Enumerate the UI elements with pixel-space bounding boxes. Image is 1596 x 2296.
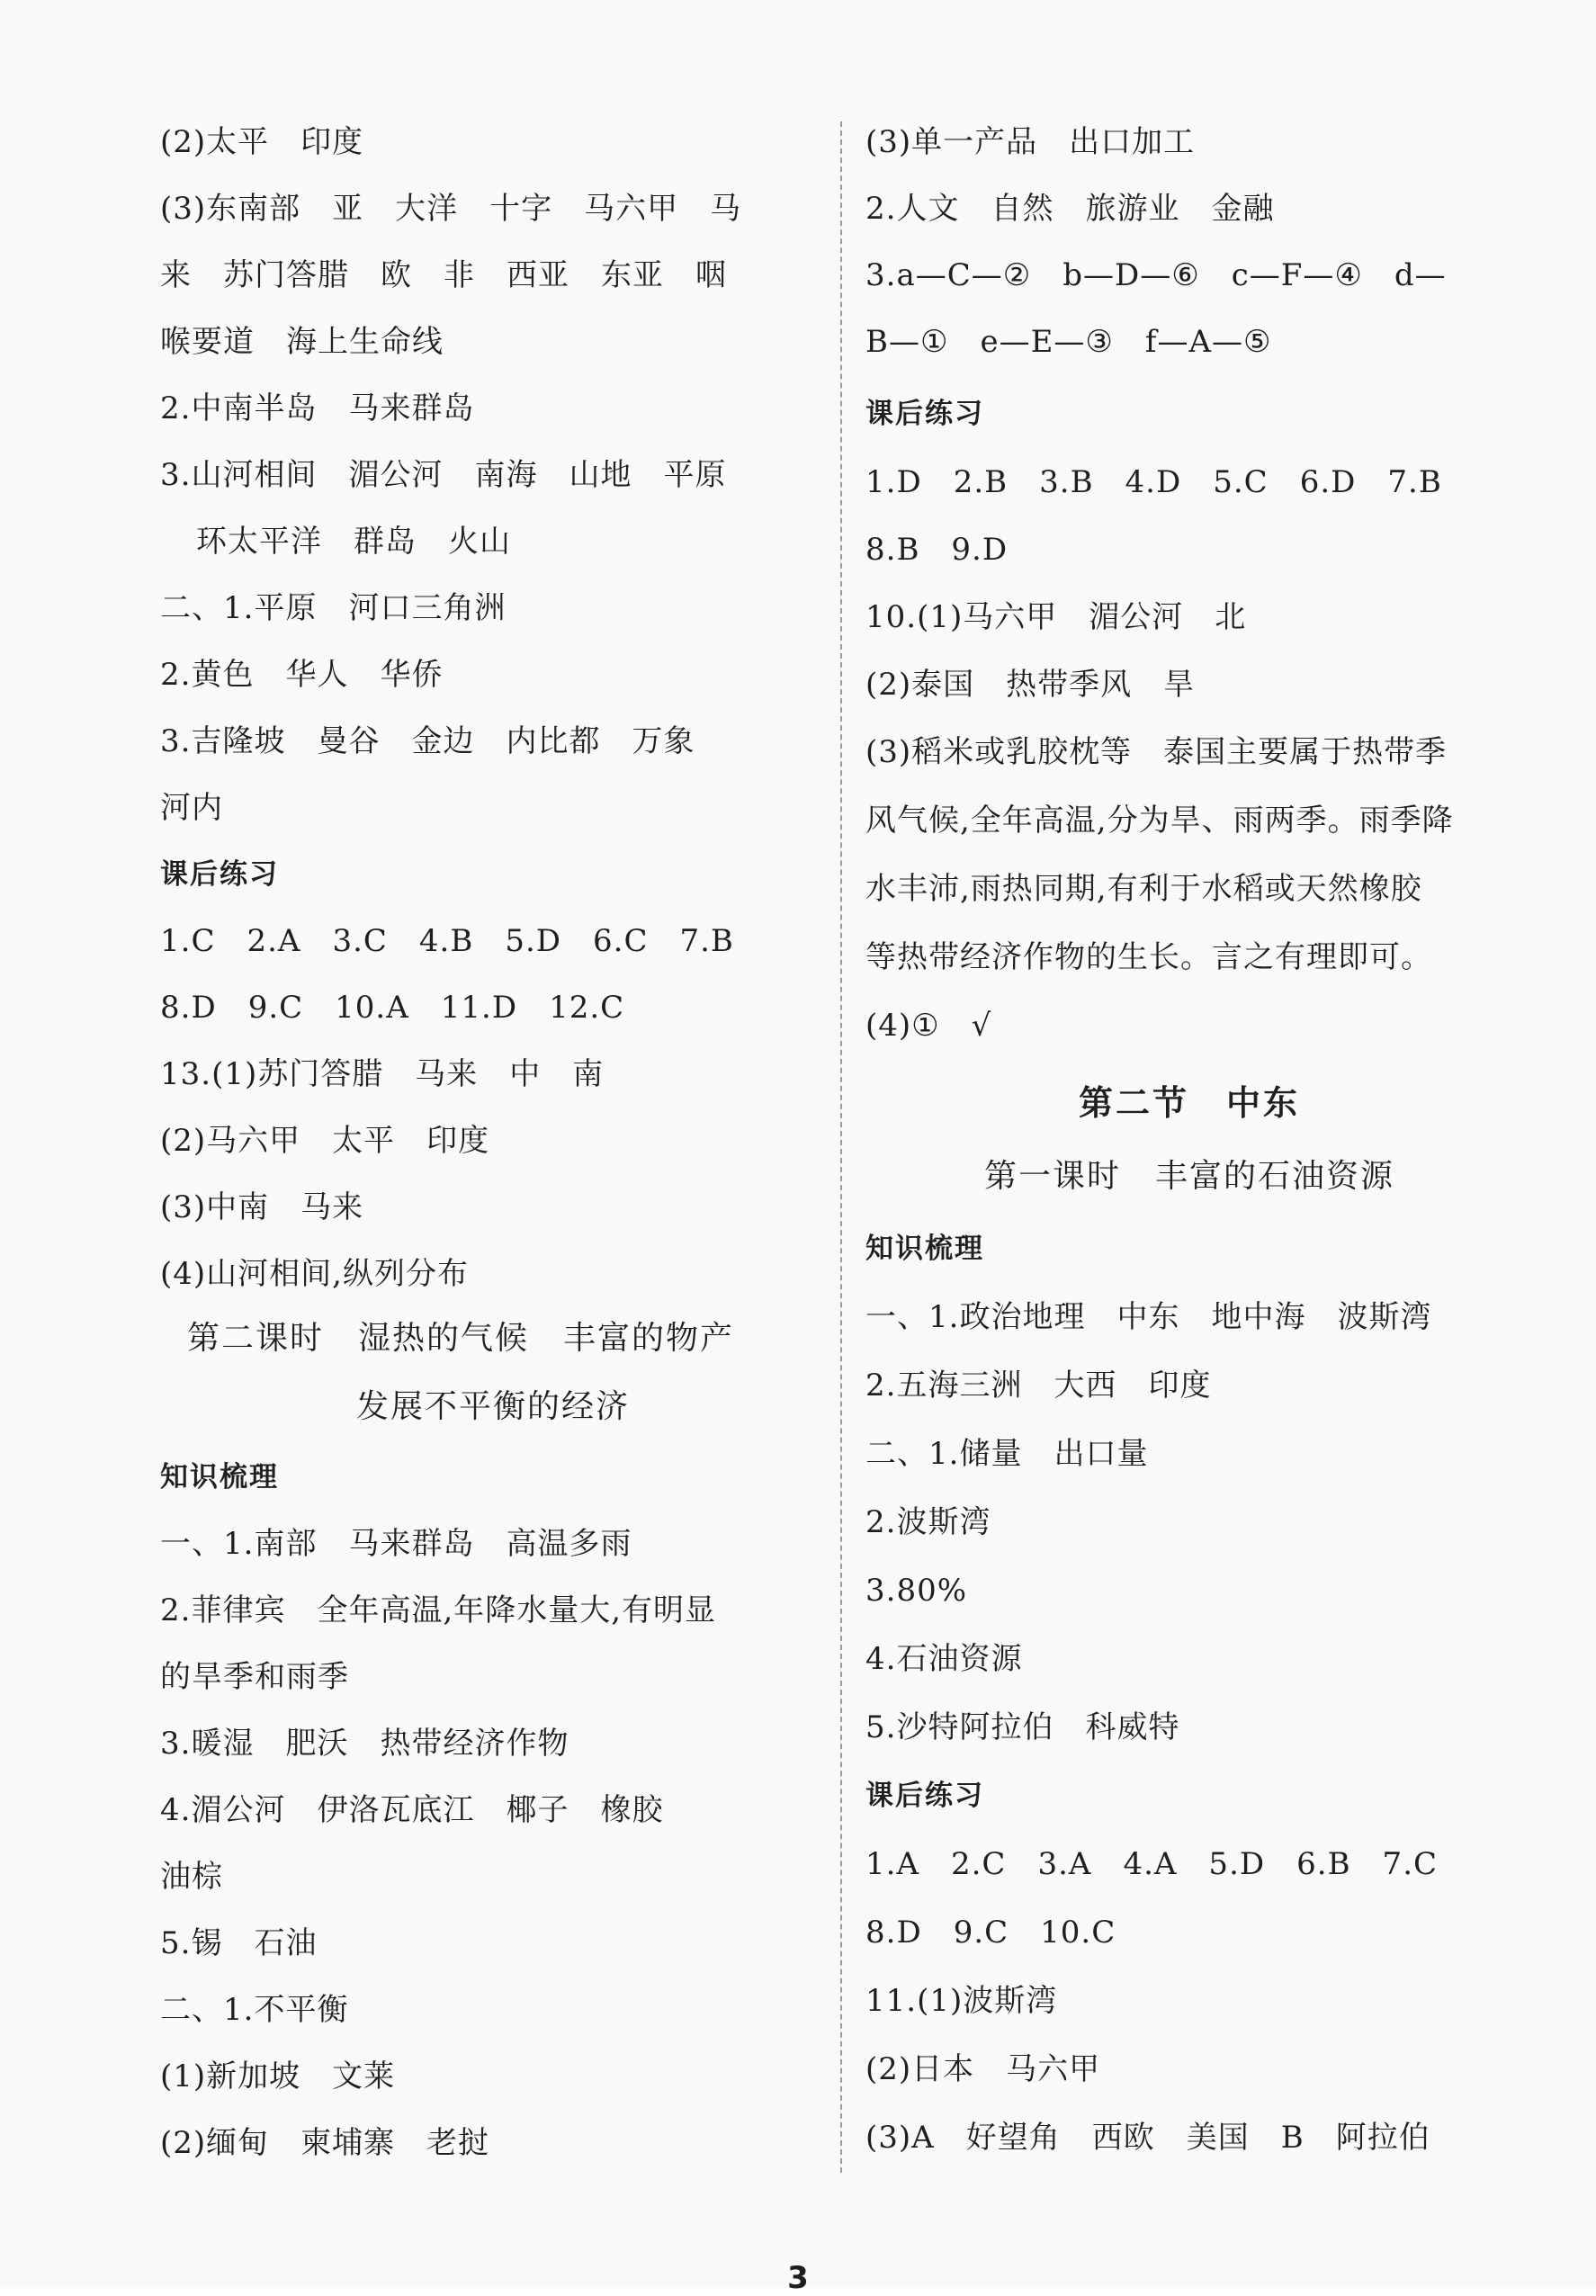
answer-line: 5.锡 石油 [160,1925,318,1961]
answer-line: 水丰沛,雨热同期,有利于水稻或天然橡胶 [865,871,1422,907]
answer-line: 11.(1)波斯湾 [865,1983,1058,2019]
answer-line: 1.D 2.B 3.B 4.D 5.C 6.D 7.B [865,464,1442,500]
section-heading-knowledge: 知识梳理 [160,1461,279,1493]
answer-line: (2)太平 印度 [160,124,364,160]
answer-line: 二、1.平原 河口三角洲 [160,590,507,626]
answer-line: 2.菲律宾 全年高温,年降水量大,有明显 [160,1592,717,1628]
answer-line: 2.波斯湾 [865,1504,991,1540]
chapter-title: 第二节 中东 [1078,1083,1300,1123]
answer-line: 2.人文 自然 旅游业 金融 [865,191,1275,227]
section-heading-practice: 课后练习 [865,1780,984,1812]
answer-line: 2.黄色 华人 华侨 [160,657,444,693]
answer-line: 喉要道 海上生命线 [160,324,444,360]
answer-line: 等热带经济作物的生长。言之有理即可。 [865,939,1432,975]
answer-line: 3.吉隆坡 曼谷 金边 内比都 万象 [160,723,695,759]
answer-line: 1.A 2.C 3.A 4.A 5.D 6.B 7.C [865,1846,1439,1882]
section-heading-practice: 课后练习 [865,398,984,430]
answer-line: (3)中南 马来 [160,1189,364,1225]
answer-line: 3.a—C—② b—D—⑥ c—F—④ d— [865,257,1447,293]
answer-line: (3)东南部 亚 大洋 十字 马六甲 马 [160,191,742,227]
answer-line: (1)新加坡 文莱 [160,2058,396,2094]
lesson-subtitle: 发展不平衡的经济 [355,1388,630,1425]
answer-line: 5.沙特阿拉伯 科威特 [865,1709,1180,1745]
answer-line: 的旱季和雨季 [160,1659,349,1695]
answer-line: 风气候,全年高温,分为旱、雨两季。雨季降 [865,803,1454,839]
section-heading-knowledge: 知识梳理 [865,1233,984,1265]
answer-line: 二、1.储量 出口量 [865,1436,1149,1472]
answer-line: 8.D 9.C 10.A 11.D 12.C [160,990,625,1026]
answer-line: 2.五海三洲 大西 印度 [865,1368,1212,1404]
answer-line: 2.中南半岛 马来群岛 [160,390,475,426]
answer-line: 来 苏门答腊 欧 非 西亚 东亚 咽 [160,257,727,293]
answer-line: (3)单一产品 出口加工 [865,124,1196,160]
section-heading-practice: 课后练习 [160,858,279,891]
answer-line: B—① e—E—③ f—A—⑤ [865,324,1272,360]
answer-line: (2)日本 马六甲 [865,2051,1101,2087]
answer-line: 8.B 9.D [865,532,1009,568]
answer-line: 河内 [160,790,223,826]
column-divider [840,121,842,2173]
page-number: 3 [787,2260,809,2296]
answer-line: 4.湄公河 伊洛瓦底江 椰子 橡胶 [160,1792,664,1828]
answer-line: (4)山河相间,纵列分布 [160,1256,469,1292]
answer-line: 3.暖湿 肥沃 热带经济作物 [160,1726,569,1762]
answer-line: 环太平洋 群岛 火山 [196,524,511,560]
answer-line: 1.C 2.A 3.C 4.B 5.D 6.C 7.B [160,923,734,959]
answer-line: (2)马六甲 太平 印度 [160,1123,490,1159]
answer-line: 一、1.南部 马来群岛 高温多雨 [160,1526,632,1562]
lesson-title: 第二课时 湿热的气候 丰富的物产 [187,1320,735,1357]
answer-line: (4)① √ [865,1008,992,1044]
answer-line: 13.(1)苏门答腊 马来 中 南 [160,1056,605,1092]
answer-line: 8.D 9.C 10.C [865,1915,1116,1951]
answer-line: 二、1.不平衡 [160,1992,349,2028]
answer-line: 3.80% [865,1573,968,1609]
answer-line: 4.石油资源 [865,1641,1023,1677]
lesson-title: 第一课时 丰富的石油资源 [983,1158,1394,1195]
answer-line: 油棕 [160,1859,223,1895]
answer-line: (3)A 好望角 西欧 美国 B 阿拉伯 [865,2120,1430,2156]
answer-line: (3)稻米或乳胶枕等 泰国主要属于热带季 [865,734,1448,770]
answer-line: 3.山河相间 湄公河 南海 山地 平原 [160,457,727,493]
answer-line: 一、1.政治地理 中东 地中海 波斯湾 [865,1299,1432,1335]
answer-line: 10.(1)马六甲 湄公河 北 [865,599,1247,635]
answer-line: (2)泰国 热带季风 旱 [865,667,1196,703]
answer-line: (2)缅甸 柬埔寨 老挝 [160,2125,490,2161]
